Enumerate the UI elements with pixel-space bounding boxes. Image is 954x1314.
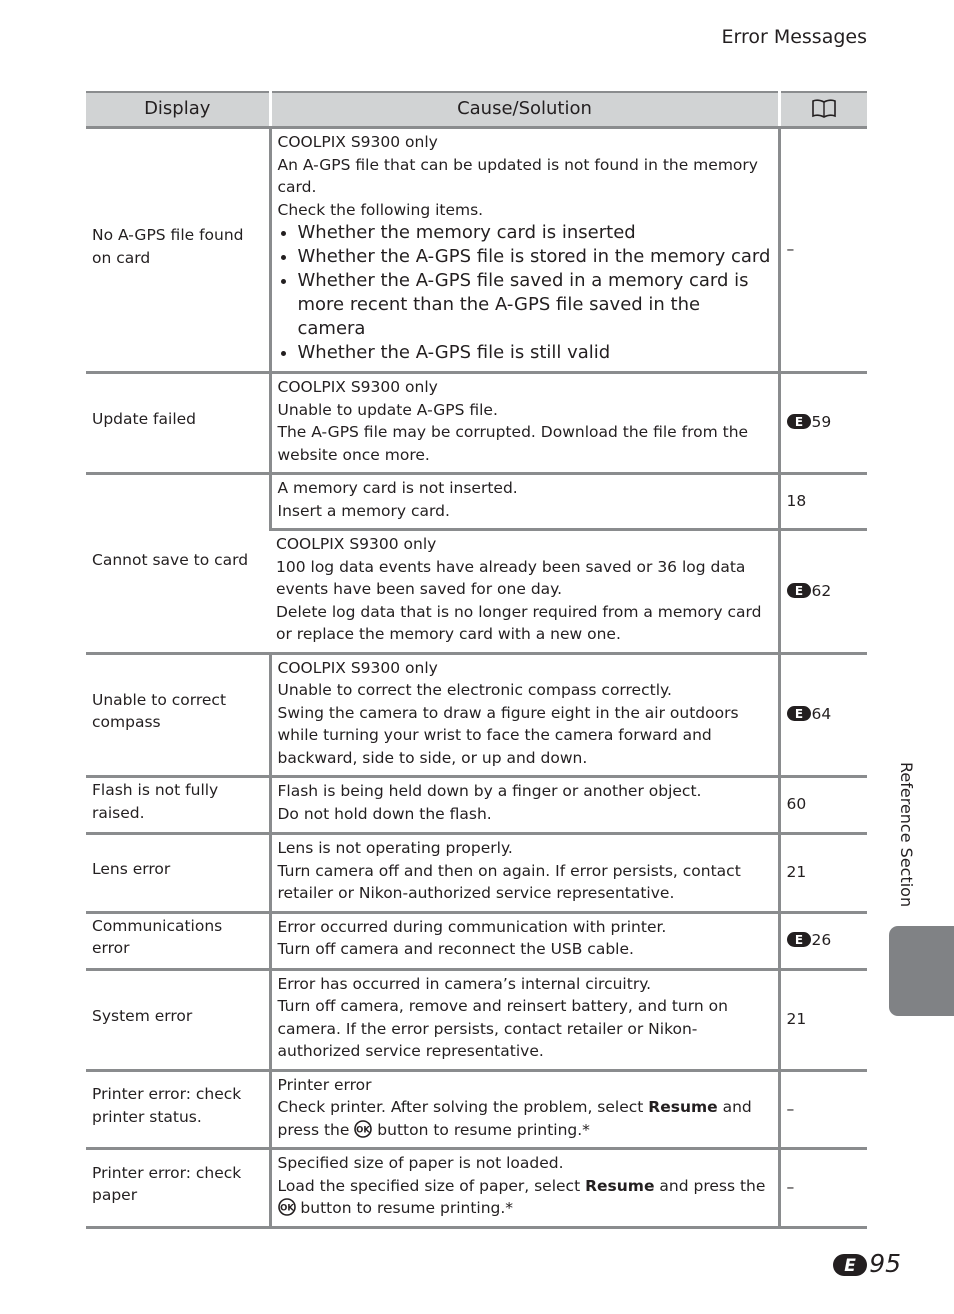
cause-line: Error has occurred in camera’s internal circuitry.: [277, 974, 652, 993]
svg-text:E: E: [844, 1255, 856, 1276]
cause-line: The A-GPS file may be corrupted. Download the file from the website once more.: [277, 423, 749, 464]
side-section-label: Reference Section: [897, 762, 916, 908]
display-cell: Lens error: [86, 834, 270, 913]
cause-line: Unable to update A-GPS file.: [277, 400, 498, 419]
resume-label: Resume: [585, 1176, 655, 1195]
cause-text: Check printer. After solving the problem, select: [277, 1098, 649, 1116]
cause-line: [278, 1175, 772, 1220]
display-cell: Communications error: [86, 912, 270, 969]
display-cell: System error: [86, 969, 270, 1070]
table-row: [86, 1070, 867, 1149]
cause-text: button to resume printing.*: [295, 1199, 514, 1217]
table-row: [86, 1149, 867, 1228]
reference-cell: [779, 912, 867, 969]
cause-line: 100 log data events have already been saved or 36 log data events have been saved for one day.: [276, 557, 746, 598]
reference-e-icon: [833, 1253, 867, 1275]
cause-text: button to resume printing.*: [372, 1120, 590, 1139]
cause-line: [278, 1096, 772, 1141]
error-messages-table: [86, 91, 867, 1229]
column-header-reference: [779, 92, 867, 128]
display-cell: No A-GPS file found on card: [86, 128, 270, 373]
reference-cell: 21: [779, 834, 867, 913]
table-row: [86, 474, 867, 530]
reference-cell: [779, 373, 867, 474]
cause-cell: [270, 969, 779, 1070]
svg-text:OK: OK: [279, 1203, 294, 1214]
check-list: [278, 221, 772, 365]
list-item: • Whether the memory card is inserted: [298, 221, 772, 245]
cause-cell: [270, 653, 779, 777]
cause-line: COOLPIX S9300 only: [277, 378, 438, 396]
cause-line: An A-GPS file that can be updated is not found in the memory card.: [277, 155, 758, 196]
cause-line: Lens is not operating properly.: [277, 839, 513, 857]
reference-e-icon: [787, 414, 811, 429]
reference-e-icon: [787, 932, 811, 947]
cause-line: Flash is being held down by a finger or another object.: [277, 782, 702, 800]
cause-text: and press the: [654, 1176, 766, 1195]
cause-line: Check the following items.: [277, 200, 484, 219]
cause-line: Printer error: [277, 1075, 372, 1094]
cause-cell: [270, 128, 779, 373]
list-item: • Whether the A-GPS file is stored in the memory card: [298, 245, 772, 269]
table-row: [86, 969, 867, 1070]
display-cell: Flash is not fully raised.: [86, 777, 270, 834]
cause-cell: [270, 474, 779, 530]
table-row: [86, 912, 867, 969]
reference-e-icon: [787, 706, 811, 721]
cause-line: Swing the camera to draw a figure eight in the air outdoors while turning your wrist to face the camera forward and backward, side to side, or up and down.: [277, 703, 739, 767]
cause-text: Load the specified size of paper, select: [277, 1176, 586, 1195]
reference-cell: [779, 653, 867, 777]
cause-line: Do not hold down the flash.: [277, 804, 492, 823]
cause-line: COOLPIX S9300 only: [277, 658, 438, 677]
cause-text: and press the: [277, 1098, 752, 1139]
ok-button-icon: [278, 1198, 296, 1216]
book-icon: [810, 99, 838, 119]
svg-text:E: E: [794, 583, 803, 598]
cause-line: Insert a memory card.: [277, 501, 450, 520]
cause-line: A memory card is not inserted.: [277, 479, 518, 497]
page-number: [833, 1249, 901, 1278]
reference-cell: –: [779, 1070, 867, 1149]
list-item: • Whether the A-GPS file saved in a memory card is more recent than the A-GPS file saved in the camera: [298, 269, 772, 341]
reference-e-icon: [787, 583, 811, 598]
reference-cell: –: [779, 1149, 867, 1228]
cause-line: Unable to correct the electronic compass correctly.: [277, 681, 672, 699]
cause-line: Specified size of paper is not loaded.: [277, 1154, 564, 1172]
svg-text:E: E: [794, 415, 803, 430]
cause-line: Turn off camera, remove and reinsert battery, and turn on camera. If the error persists, contact retailer or Nikon-authorized service representative.: [277, 997, 728, 1060]
cause-cell: [270, 777, 779, 834]
display-cell: Unable to correct compass: [86, 653, 270, 777]
reference-cell: –: [779, 128, 867, 373]
reference-cell: 21: [779, 969, 867, 1070]
reference-cell: [779, 530, 867, 654]
display-cell: Cannot save to card: [86, 474, 270, 654]
ok-button-icon: [354, 1120, 372, 1138]
cause-cell: [270, 1149, 779, 1228]
display-cell: Printer error: check paper: [86, 1149, 270, 1228]
reference-cell: 18: [779, 474, 867, 530]
svg-text:E: E: [794, 707, 803, 721]
reference-page: 59: [811, 413, 832, 432]
table-header-row: [86, 92, 867, 128]
cause-cell: [270, 834, 779, 913]
cause-cell: [270, 912, 779, 969]
section-title: Error Messages: [721, 26, 867, 48]
section-tab: [889, 926, 954, 1016]
resume-label: Resume: [648, 1098, 718, 1116]
table-row: [86, 777, 867, 834]
table-row: [86, 653, 867, 777]
cause-line: Error occurred during communication with printer.: [277, 917, 667, 936]
display-cell: Update failed: [86, 373, 270, 474]
cause-cell: [270, 530, 779, 654]
cause-line: Delete log data that is no longer required from a memory card or replace the memory card with a new one.: [276, 602, 762, 643]
svg-text:E: E: [794, 932, 803, 947]
list-item: • Whether the A-GPS file is still valid: [298, 341, 772, 365]
display-cell: Printer error: check printer status.: [86, 1070, 270, 1149]
table-row: [86, 373, 867, 474]
svg-text:OK: OK: [356, 1125, 371, 1135]
cause-cell: [270, 1070, 779, 1149]
page-number-value: 95: [869, 1249, 901, 1278]
reference-page: 62: [811, 581, 832, 600]
cause-cell: [270, 373, 779, 474]
reference-cell: 60: [779, 777, 867, 834]
table-row: [86, 128, 867, 373]
column-header-display: Display: [86, 92, 270, 128]
cause-line: Turn off camera and reconnect the USB cable.: [277, 940, 634, 958]
cause-line: COOLPIX S9300 only: [277, 133, 438, 151]
cause-line: COOLPIX S9300 only: [276, 535, 437, 553]
table-row: [86, 834, 867, 913]
reference-page: 26: [811, 930, 832, 949]
cause-line: Turn camera off and then on again. If error persists, contact retailer or Nikon-authorized service representative.: [277, 861, 741, 902]
column-header-cause: Cause/Solution: [270, 92, 779, 128]
reference-page: 64: [811, 705, 832, 723]
